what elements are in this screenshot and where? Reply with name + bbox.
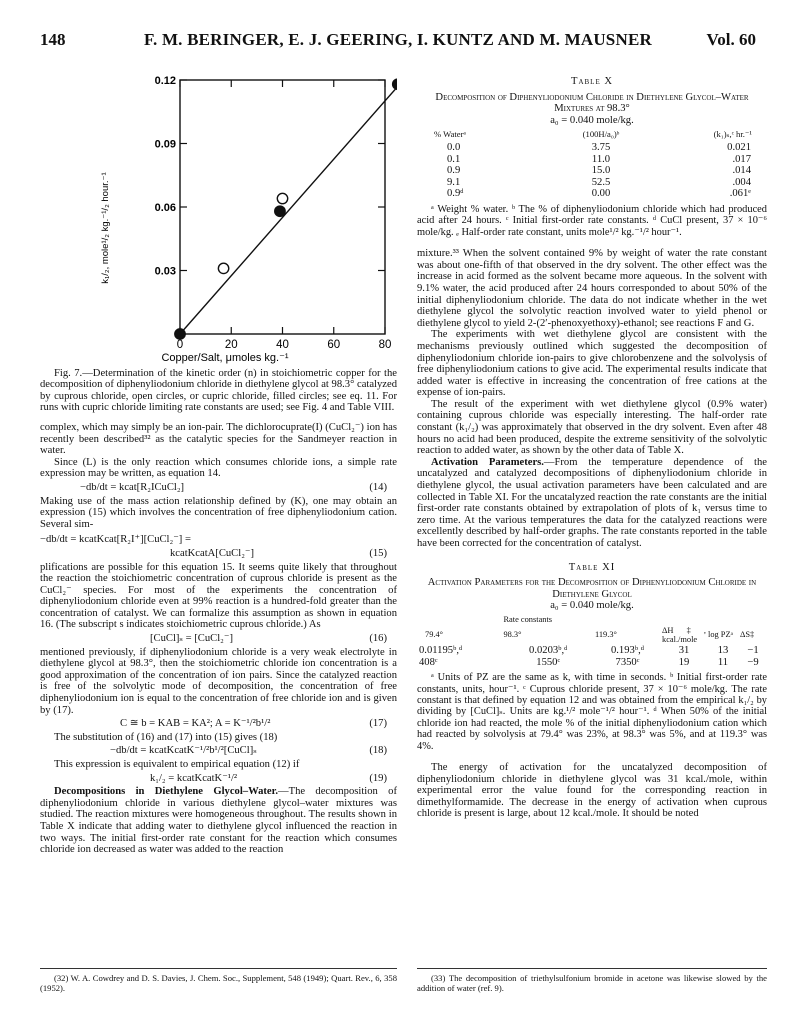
y-tick-label: 0.06 — [154, 202, 176, 214]
paragraph: This expression is equivalent to empirical equation (12) if — [54, 759, 300, 770]
table-cell: .061ᵉ — [729, 188, 751, 200]
fit-line — [180, 86, 397, 334]
table-cell: 11.0 — [591, 153, 611, 165]
footnote-33: (33) The decomposition of triethylsulfonium bromide in acetone was likewise slowed by the addition of water (ref. 9). — [417, 973, 767, 993]
table-cell: −9 — [747, 656, 759, 668]
col-header: ΔS‡ — [740, 630, 755, 640]
figure-caption: Fig. 7.—Determination of the kinetic order (n) in stoichiometric copper for the decomposition of diphenyliodonium chloride in diethylene glycol at 98.3° catalyzed by cuprous chloride, open circles, or cupric chloride, filled circles; see eq. 11. For runs with cupric chloride limiting rate constants are used; see Fig. 4 and Table VIII. — [40, 367, 397, 414]
table-title: Decomposition of Diphenyliodonium Chloride in Diethylene Glycol–Water Mixtures at 98.3° — [435, 91, 749, 115]
equation-17: C ≅ b = KAB = KA²; A = K⁻¹/²b¹/² (17) — [120, 718, 387, 730]
table-cell: 9.1 — [447, 176, 461, 188]
y-tick-label: 0.03 — [154, 265, 176, 278]
paragraph: The substitution of (16) and (17) into (15) gives (18) — [54, 731, 278, 743]
paragraph: The experiments with wet diethylene glycol are consistent with the mechanisms previously outlined which suggested the decomposition of diphenyliodonium chloride ion-pairs to give chlorobenzene and the solvolysis of free diphenyliodonium cations to give acid. The experimental results indicate that added water is effective in increasing the concentration of free cations at the expense of ion-pairs. — [417, 329, 767, 399]
right-column — [417, 76, 767, 820]
table-cell: 0.193ᵇ,ᵈ — [610, 644, 645, 656]
table-cell: 1550ᶜ — [536, 656, 561, 668]
left-column — [40, 68, 397, 856]
x-tick-label: 40 — [276, 339, 289, 351]
section-heading: Activation Parameters. — [431, 456, 544, 468]
y-axis-label: k₁/₂, mole¹/₂ kg.⁻¹/₂ hour.⁻¹ — [100, 172, 111, 284]
col-header: % Waterᵃ — [434, 129, 466, 140]
x-tick-label: 0 — [176, 339, 184, 351]
paragraph: Decompositions in Diethylene Glycol–Water.—The decomposition of diphenyliodonium chloride in various diethylene glycol–water mixtures was studied. The reaction mixtures were homogeneous throughout. The results shown in Table X indicate that adding water to diethylene glycol influenced the reaction in two ways. The initial first-order rate constant for the reaction which consumes chloride ion decreased as water was added to the reaction — [40, 786, 397, 856]
left-footnotes — [40, 968, 397, 993]
table-x-grid — [433, 128, 753, 200]
table-conc: a₀ = 0.040 mole/kg. — [550, 600, 634, 612]
table-cell: 3.75 — [591, 141, 611, 153]
equation-19: k₁/₂ = kcatKcatK⁻¹/² (19) — [150, 772, 387, 784]
paragraph: plifications are possible for this equation 15. It seems quite likely that throughout the reaction the stoichiometric concentration of cuprous chloride is present as the CuCl₂⁻ species. For most of the experiments the concentration of diphenyliodonium chloride even at 99% reaction is a hundred-fold greater than the concentration of catalyst. We can formalize this assumption as shown in equation 16. (The subscript s indicates stoichiometric cuprous chloride.) As — [40, 561, 397, 631]
table-cell: 13 — [717, 644, 729, 656]
table-cell: 0.1 — [447, 153, 461, 165]
equation-15: −db/dt = kcatKcat[R₂I⁺][CuCl₂⁻] = kcatKcatA[CuCl₂⁻] (15) — [40, 534, 387, 559]
table-label: Table XI — [568, 561, 616, 573]
table-cell: 0.01195ᵇ,ᵈ — [419, 644, 463, 656]
group-header: Rate constants — [503, 614, 553, 624]
axis-ticks — [155, 75, 392, 351]
x-axis-label: Copper/Salt, μmoles kg.⁻¹ — [161, 352, 289, 364]
table-conc: a₀ = 0.040 mole/kg. — [550, 114, 634, 126]
y-tick-label: 0.12 — [154, 75, 176, 87]
right-footnotes — [417, 968, 767, 993]
page-number: 148 — [40, 30, 66, 49]
table-row — [433, 154, 753, 166]
table-cell: 0.00 — [591, 188, 611, 200]
table-label: Table X — [570, 76, 614, 87]
equation-18: −db/dt = kcatKcatK⁻¹/²b¹/²[CuCl]ₛ (18) — [110, 745, 387, 757]
open-circle-point — [218, 263, 228, 273]
paragraph: Making use of the mass action relationship defined by (K), one may obtain an expression (15) which involves the concentration of free diphenyliodonium cation. Several sim- — [40, 495, 397, 530]
footnote-rule — [40, 968, 397, 969]
table-row — [433, 188, 753, 200]
paragraph: Since (L) is the only reaction which consumes chloride ions, a simple rate expression may be written, as equation 14. — [40, 456, 397, 480]
table-row — [433, 165, 753, 177]
table-footnotes: ᵃ Units of PZ are the same as k, with time in seconds. ᵇ Initial first-order rate constants, units, hour⁻¹. ᶜ Cuprous chloride present, 37 × 10⁻⁶ mole/kg. The rate constant is that defined by equation 12 and was obtained from the empirical k₁/₂ by dividing by [CuCl]ₛ. Units are kg.¹/² mole⁻¹/² hour⁻¹. ᵈ When 50% of the initial chloride ion had reacted, the mole % of the initial diphenyliodonium cation which had reacted by solvolysis at 79.4° was 23%, at 98.3° was 5%, and at 119.3° was 4%. — [417, 672, 767, 752]
col-header: ΔH‡, kcal./mole — [662, 625, 706, 644]
paragraph: mixture.³³ When the solvent contained 9% by weight of water the rate constant was about one-fifth of that observed in the dry solvent. The other effect was the increase in acid formed as the solvent became more aqueous. In the solvent with 9.1% water, the acid produced after 24 hours corresponded to about 50% of the initial diphenyliodonium chloride. The data do not indicate whether in the wet diethylene glycol the solvolytic reaction involved water to yield phenol or diethylene glycol to yield 2-(2′-phenoxyethoxy)-ethanol; see reactions F and G. — [417, 248, 767, 329]
table-cell: .014 — [732, 165, 751, 177]
volume: Vol. 60 — [706, 30, 756, 49]
authors: F. M. BERINGER, E. J. GEERING, I. KUNTZ AND M. MAUSNER — [144, 30, 652, 49]
paragraph: mentioned previously, if diphenyliodonium chloride is a very weak electrolyte in diethylene glycol at 98.3°, then the stoichiometric chloride ion concentration is a good approximation of the concentration of ion pairs. Since the catalyzed reaction is free of the solvolytic mode of decomposition, the concentration of free diphenyliodonium ion is equal to the concentration of free chloride ion and is given by (17). — [40, 646, 397, 716]
footnote-32: (32) W. A. Cowdrey and D. S. Davies, J. Chem. Soc., Supplement, 548 (1949); Quart. Rev., 6, 358 (1952). — [40, 973, 397, 993]
table-x — [417, 76, 767, 238]
table-cell: 19 — [678, 656, 690, 668]
data-points — [175, 79, 397, 339]
table-cell: 0.0203ᵇ,ᵈ — [529, 644, 568, 656]
table-row — [417, 657, 767, 669]
fit-line-segment — [180, 86, 397, 334]
paragraph: Activation Parameters.—From the temperature dependence of the uncatalyzed and catalyzed decompositions of diphenyliodonium chloride in diethylene glycol, the usual activation parameters have been calculated and are collected in Table XI. For the uncatalyzed reaction the rate constants are the initial first-order rate constants obtained by extrapolation of plots of k₁ versus time to zero time. At the various temperatures the data for the catalyzed reactions were excellently described by half-order graphs. The rate constants reported in the table have been corrected for the concentration of catalyst. — [417, 456, 767, 549]
table-cell: .017 — [732, 153, 751, 165]
open-circle-point — [277, 193, 287, 203]
filled-circle-point — [275, 206, 285, 216]
table-cell: 0.9ᵈ — [447, 188, 464, 200]
table-row — [433, 177, 753, 189]
table-row — [417, 645, 767, 657]
paragraph: The energy of activation for the uncatalyzed decomposition of diphenyliodonium chloride in diethylene glycol was 31 kcal./mole, within experimental error the value found for the corresponding reaction in dimethylformamide. The decrease in the energy of activation when cuprous chloride is present is large, about 12 kcal./mole. It should be noted — [417, 762, 767, 820]
col-header: (100H/a₀)ᵇ — [582, 129, 620, 140]
paragraph: complex, which may simply be an ion-pair. The dichlorocuprate(I) (CuCl₂⁻) ion has recently been described³² as the catalytic species for the Sandmeyer reaction in water. — [40, 421, 397, 457]
footnote-rule — [417, 968, 767, 969]
table-cell: 0.0 — [447, 141, 461, 153]
table-row — [433, 142, 753, 154]
running-header — [40, 30, 756, 50]
table-cell: 7350ᶜ — [615, 656, 640, 668]
table-title: Activation Parameters for the Decomposition of Diphenyliodonium Chloride in Diethylene Glycol — [427, 577, 757, 600]
section-heading: Decompositions in Diethylene Glycol–Water. — [54, 786, 278, 798]
paragraph: The result of the experiment with wet diethylene glycol (0.9% water) containing cuprous chloride was especially interesting. The half-order rate constant (k₁/₂) was approximately that observed in the dry solvent. Even after 48 hours no acid had been produced, despite the extreme sensitivity of the solvolytic reaction to added water, as shown by the other data of Table X. — [417, 398, 767, 457]
equation-16: [CuCl]ₛ = [CuCl₂⁻] (16) — [150, 633, 387, 645]
table-cell: 0.021 — [727, 141, 751, 153]
table-cell: 408ᶜ — [419, 656, 438, 668]
table-cell: .004 — [732, 176, 751, 188]
col-header: 79.4° — [425, 630, 444, 640]
filled-circle-point — [393, 79, 397, 89]
table-cell: 15.0 — [591, 165, 611, 177]
col-header: (k₁)ₛ,ᶜ hr.⁻¹ — [713, 129, 752, 140]
x-tick-label: 60 — [327, 339, 341, 351]
col-header: log PZᵃ — [708, 630, 733, 640]
table-xi — [417, 562, 767, 752]
table-cell: 11 — [717, 656, 729, 668]
filled-circle-point — [175, 329, 185, 339]
col-header: 119.3° — [594, 630, 617, 640]
table-cell: 31 — [678, 644, 690, 656]
table-cell: 52.5 — [591, 176, 611, 188]
x-tick-label: 20 — [224, 339, 238, 351]
table-cell: −1 — [747, 644, 759, 656]
table-xi-grid — [417, 614, 767, 668]
equation-14: −db/dt = kcat[R₂ICuCl₂] (14) — [80, 481, 387, 493]
col-header: 98.3° — [503, 630, 522, 640]
table-cell: 0.9 — [447, 165, 461, 177]
kinetic-order-chart — [40, 68, 397, 364]
table-footnotes: ᵃ Weight % water. ᵇ The % of diphenyliodonium chloride which had produced acid after 24 hours. ᶜ Initial first-order rate constants. ᵈ CuCl present, 37 × 10⁻⁶ mole/kg. ₑ Half-order rate constant, units mole¹/² kg.⁻¹/² hour⁻¹. — [417, 203, 767, 238]
x-tick-label: 80 — [378, 339, 392, 351]
y-tick-label: 0.09 — [154, 138, 176, 151]
